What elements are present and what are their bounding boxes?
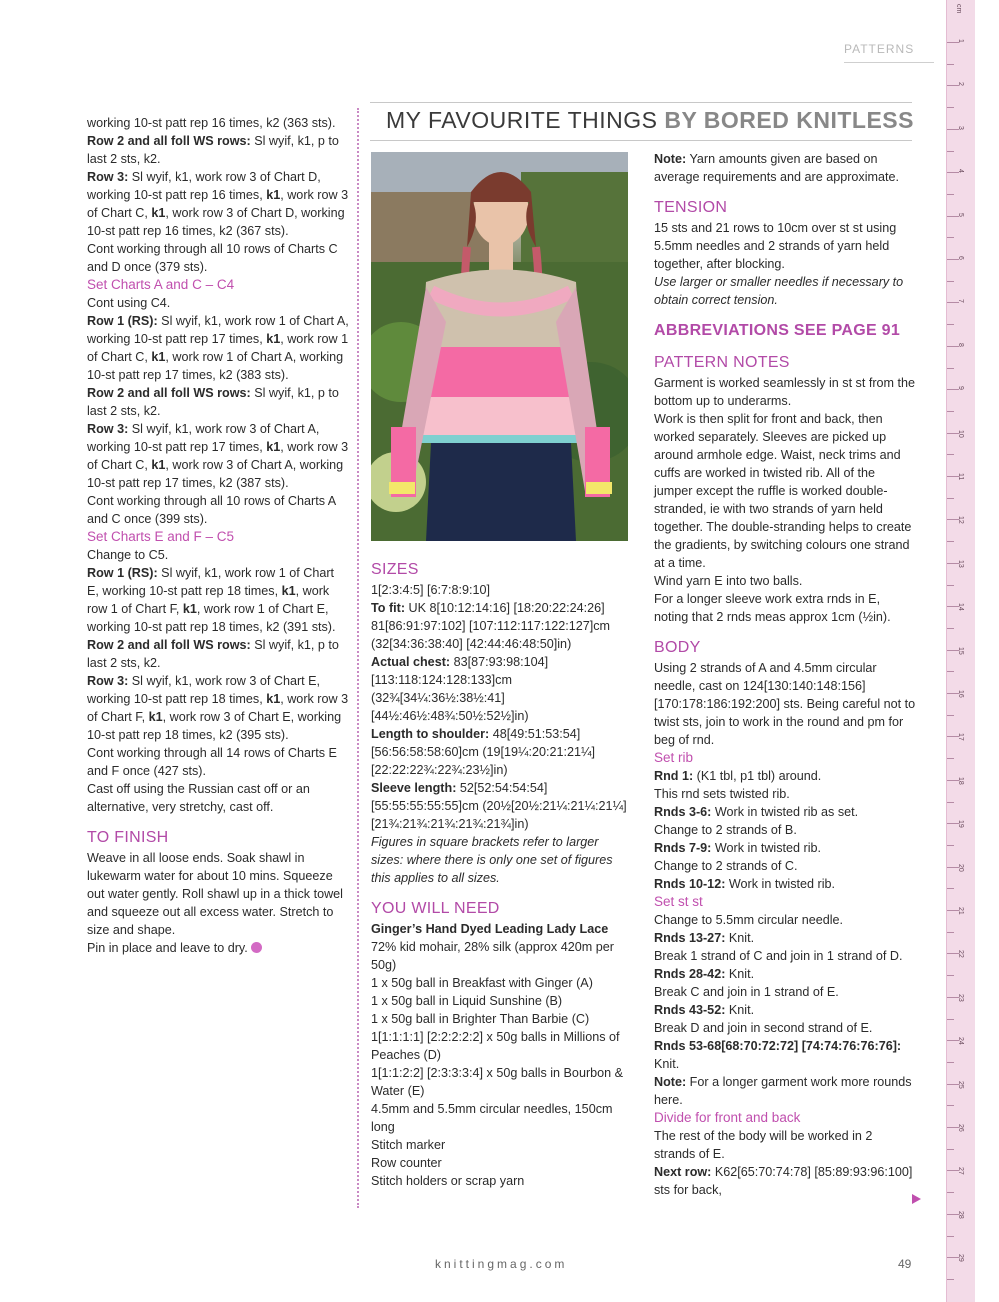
label: Row 2 and all foll WS rows:: [87, 638, 251, 652]
text: Sl wyif, k1, work row 1 of Chart E, working 10-st patt rep 18 times,: [87, 566, 335, 598]
para: [371, 1064, 633, 1100]
para: [654, 1127, 916, 1163]
text: K62[65:70:74:78] [85:89:93:96:100] sts for back,: [654, 1165, 913, 1197]
text: Sl wyif, k1, p to last 2 sts, k2.: [87, 638, 339, 670]
label: Row 3:: [87, 170, 129, 184]
subheading: Divide for front and back: [654, 1110, 801, 1125]
ruler-tick: [947, 1279, 954, 1280]
ruler-tick: [947, 237, 954, 238]
para: [87, 744, 349, 780]
para: [371, 1028, 633, 1064]
para: [87, 939, 349, 957]
heading-you-will-need: YOU WILL NEED: [371, 900, 500, 917]
ruler-number: 23: [957, 993, 964, 1002]
ruler-number: 17: [957, 733, 964, 742]
text: Work in twisted rib as set.: [711, 805, 859, 819]
ruler-number: 10: [957, 429, 964, 438]
label: Note:: [654, 152, 687, 166]
label: Sleeve length:: [371, 781, 457, 795]
ruler-number: 4: [957, 169, 964, 174]
para: [371, 725, 633, 779]
label: k1: [151, 458, 166, 472]
para: [654, 839, 916, 857]
label: Rnd 1:: [654, 769, 694, 783]
text: Work in twisted rib.: [711, 841, 822, 855]
para: [87, 312, 349, 384]
ruler-tick: [947, 281, 954, 282]
text: 52[52:54:54:54] [55:55:55:55:55]cm (20½[20½:21¼:21¼:21¼] [21¾:21¾:21¾:21¾:21¾]in): [371, 781, 627, 831]
label: Actual chest:: [371, 655, 451, 669]
subheading: Set rib: [654, 750, 694, 765]
para: [654, 150, 916, 186]
ruler-number: 9: [957, 386, 964, 391]
ruler-tick: [947, 845, 954, 846]
text: 72% kid mohair, 28% silk (approx 420m per 50g): [371, 940, 614, 972]
para: [371, 581, 633, 599]
ruler-number: 7: [957, 299, 964, 304]
text: Pin in place and leave to dry.: [87, 941, 248, 955]
text: 1[1:1:1:1] [2:2:2:2:2] x 50g balls in Millions of Peaches (D): [371, 1030, 620, 1062]
ruler-tick: [947, 64, 954, 65]
text: For a longer sleeve work extra rnds in E, noting that 2 rnds meas approx 1cm (½in).: [654, 592, 891, 624]
ruler-tick: [947, 107, 954, 108]
heading-body: BODY: [654, 639, 701, 656]
para: Use larger or smaller needles if necessary to obtain correct tension.: [654, 275, 904, 307]
label: Rnds 53-68[68:70:72:72] [74:74:76:76:76]:: [654, 1039, 902, 1053]
ruler-tick: [947, 411, 954, 412]
ruler-tick: [947, 888, 954, 889]
text: 15 sts and 21 rows to 10cm over st st using 5.5mm needles and 2 strands of yarn held together, after blocking.: [654, 221, 897, 271]
ruler-tick: [947, 671, 954, 672]
para: [654, 965, 916, 983]
ruler-tick: [947, 454, 954, 455]
label: Next row:: [654, 1165, 712, 1179]
ruler-number: 15: [957, 646, 964, 655]
page-title: [370, 102, 912, 141]
text: Cont working through all 10 rows of Charts C and D once (379 sts).: [87, 242, 338, 274]
para: [87, 114, 349, 132]
para: [371, 1010, 633, 1028]
ruler-number: 3: [957, 125, 964, 130]
label: Row 2 and all foll WS rows:: [87, 386, 251, 400]
text: Knit.: [725, 1003, 755, 1017]
section-tag: PATTERNS: [844, 42, 934, 63]
text: , work row 1 of Chart F,: [87, 584, 330, 616]
text: , work row 1 of Chart C,: [87, 332, 349, 364]
ruler-number: 2: [957, 82, 964, 87]
text: Stitch marker: [371, 1138, 446, 1152]
ruler-tick: [947, 194, 954, 195]
ruler-tick: [947, 324, 954, 325]
ruler-tick: [947, 1149, 954, 1150]
label: k1: [266, 188, 281, 202]
text: Change to 2 strands of B.: [654, 823, 797, 837]
ruler-tick: [947, 1019, 954, 1020]
ruler-number: 6: [957, 256, 964, 260]
text: , work row 3 of Chart C,: [87, 188, 349, 220]
para: [371, 1100, 633, 1136]
text: Work is then split for front and back, then worked separately. Sleeves are picked up around armhole edge. Waist, neck trims and cuffs are worked in twisted rib. All of the jumper except the ruffle is worked double-stranded, ie with two strands of yarn held together. The double-stranding helps to create the gradients, by switching colours one strand at a time.: [654, 412, 912, 570]
para: [371, 974, 633, 992]
text: Knit.: [654, 1057, 680, 1071]
text: working 10-st patt rep 16 times, k2 (363 sts).: [87, 116, 336, 130]
para: [654, 659, 916, 749]
ruler-number: 12: [957, 516, 964, 525]
label: Row 1 (RS):: [87, 566, 158, 580]
text: 4.5mm and 5.5mm circular needles, 150cm long: [371, 1102, 613, 1134]
page-number: 49: [898, 1257, 912, 1271]
ruler-unit-label: cm: [955, 4, 962, 14]
para: [87, 132, 349, 168]
ruler-tick: [947, 368, 954, 369]
text: Yarn amounts given are based on average requirements and are approximate.: [654, 152, 900, 184]
ruler-number: 26: [957, 1124, 964, 1132]
label: k1: [266, 440, 281, 454]
text: , work row 3 of Chart C,: [87, 440, 349, 472]
text: Cont working through all 10 rows of Charts A and C once (399 sts).: [87, 494, 336, 526]
label: Rnds 43-52:: [654, 1003, 726, 1017]
ruler-number: 8: [957, 342, 964, 347]
ruler-tick: [947, 151, 954, 152]
footer-url: knittingmag.com: [435, 1257, 568, 1271]
para: [87, 420, 349, 492]
para: [371, 1136, 633, 1154]
label: Length to shoulder:: [371, 727, 490, 741]
ruler-number: 20: [957, 863, 964, 872]
ruler-tick: [947, 802, 954, 803]
subheading: Set Charts E and F – C5: [87, 529, 235, 544]
para: [654, 803, 916, 821]
ruler-tick: [947, 1236, 954, 1237]
text: , work row 1 of Chart E, working 10-st patt rep 18 times, k2 (391 sts).: [87, 602, 336, 634]
ruler-tick: [947, 498, 954, 499]
title-designer: BY BORED KNITLESS: [664, 107, 914, 133]
column-left: [87, 114, 349, 957]
text: Weave in all loose ends. Soak shawl in lukewarm water for about 10 mins. Squeeze out water gently. Roll shawl up in a thick towel and squeeze out all excess water. Stretch to size and shape.: [87, 851, 343, 937]
label: Rnds 28-42:: [654, 967, 726, 981]
ruler-number: 24: [957, 1037, 964, 1045]
ruler: [946, 0, 975, 1302]
label: Row 2 and all foll WS rows:: [87, 134, 251, 148]
para: [654, 1001, 916, 1019]
text: For a longer garment work more rounds here.: [654, 1075, 912, 1107]
text: Sl wyif, k1, work row 3 of Chart D, working 10-st patt rep 16 times,: [87, 170, 321, 202]
para: [87, 492, 349, 528]
text: (K1 tbl, p1 tbl) around.: [693, 769, 822, 783]
para: [371, 653, 633, 725]
text: , work row 3 of Chart E, working 10-st patt rep 18 times, k2 (395 sts).: [87, 710, 342, 742]
para: [87, 384, 349, 420]
para: [371, 1154, 633, 1172]
text: This rnd sets twisted rib.: [654, 787, 790, 801]
para: [654, 572, 916, 590]
para: [371, 938, 633, 974]
ruler-number: 19: [957, 820, 964, 828]
ruler-number: 25: [957, 1080, 964, 1089]
ruler-tick: [947, 975, 954, 976]
text: 48[49:51:53:54] [56:56:58:58:60]cm (19[19¼:20:21:21¼] [22:22:22¾:22¾:23½]in): [371, 727, 596, 777]
para: [654, 1019, 916, 1037]
text: Knit.: [725, 931, 755, 945]
label: k1: [151, 350, 166, 364]
text: 1 x 50g ball in Breakfast with Ginger (A): [371, 976, 593, 990]
heading-to-finish: TO FINISH: [87, 829, 169, 846]
para: [654, 929, 916, 947]
ruler-tick: [947, 932, 954, 933]
text: 1 x 50g ball in Liquid Sunshine (B): [371, 994, 563, 1008]
para: [87, 240, 349, 276]
para: [654, 785, 916, 803]
label: Rnds 7-9:: [654, 841, 712, 855]
text: 83[87:93:98:104] [113:118:124:128:133]cm (32¾[34¼:36½:38½:41] [44½:46½:48¾:50½:52½]in): [371, 655, 549, 723]
para: [371, 992, 633, 1010]
photo-illustration: [371, 152, 628, 541]
para: [87, 294, 349, 312]
ruler-tick: [947, 1105, 954, 1106]
label: Note:: [654, 1075, 687, 1089]
text: Change to 2 strands of C.: [654, 859, 798, 873]
text: Sl wyif, k1, p to last 2 sts, k2.: [87, 386, 339, 418]
ruler-number: 16: [957, 690, 964, 698]
text: Wind yarn E into two balls.: [654, 574, 803, 588]
text: Cont using C4.: [87, 296, 171, 310]
para: [371, 779, 633, 833]
text: The rest of the body will be worked in 2 strands of E.: [654, 1129, 873, 1161]
para: [87, 546, 349, 564]
ruler-tick: [947, 715, 954, 716]
text: Stitch holders or scrap yarn: [371, 1174, 525, 1188]
ruler-number: 5: [957, 212, 964, 217]
model-photo: [371, 152, 628, 541]
text: , work row 3 of Chart F,: [87, 692, 349, 724]
text: , work row 1 of Chart A, working 10-st patt rep 17 times, k2 (383 sts).: [87, 350, 344, 382]
text: Knit.: [725, 967, 755, 981]
text: Sl wyif, k1, work row 3 of Chart E, working 10-st patt rep 18 times,: [87, 674, 321, 706]
text: Break D and join in second strand of E.: [654, 1021, 873, 1035]
para: [654, 410, 916, 572]
ruler-number: 13: [957, 559, 964, 568]
label: Rnds 3-6:: [654, 805, 712, 819]
ruler-number: 27: [957, 1167, 964, 1176]
text: Garment is worked seamlessly in st st from the bottom up to underarms.: [654, 376, 916, 408]
yarn-ball-icon: [251, 942, 262, 953]
ruler-number: 1: [957, 39, 964, 43]
text: 1[1:1:2:2] [2:3:3:3:4] x 50g balls in Bourbon & Water (E): [371, 1066, 624, 1098]
para: [371, 1172, 633, 1190]
text: Cast off using the Russian cast off or an alternative, very stretchy, cast off.: [87, 782, 310, 814]
ruler-tick: [947, 541, 954, 542]
ruler-number: 11: [957, 473, 964, 481]
para: [87, 636, 349, 672]
text: Work in twisted rib.: [725, 877, 836, 891]
ruler-number: 22: [957, 950, 964, 959]
title-main: MY FAVOURITE THINGS: [386, 107, 658, 133]
label: Rnds 10-12:: [654, 877, 726, 891]
text: Cont working through all 14 rows of Charts E and F once (427 sts).: [87, 746, 337, 778]
text: Break 1 strand of C and join in 1 strand of D.: [654, 949, 903, 963]
ruler-number: 18: [957, 776, 964, 785]
para: [654, 374, 916, 410]
para: [87, 564, 349, 636]
para: [87, 672, 349, 744]
column-divider: [357, 108, 359, 1208]
heading-sizes: SIZES: [371, 561, 419, 578]
ruler-number: 14: [957, 603, 964, 611]
label: k1: [266, 332, 281, 346]
para: [654, 911, 916, 929]
ruler-number: 29: [957, 1254, 964, 1262]
para: [654, 875, 916, 893]
label: Row 3:: [87, 674, 129, 688]
heading-pattern-notes: PATTERN NOTES: [654, 354, 790, 371]
text: UK 8[10:12:14:16] [18:20:22:24:26] 81[86:91:97:102] [107:112:117:122:127]cm (32[34:36:38:40] [42:44:46:48:50]in): [371, 601, 611, 651]
para: [654, 983, 916, 1001]
label: k1: [151, 206, 166, 220]
label: Row 3:: [87, 422, 129, 436]
text: , work row 3 of Chart D, working 10-st patt rep 16 times, k2 (367 sts).: [87, 206, 345, 238]
subheading: Set Charts A and C – C4: [87, 277, 235, 292]
subheading: Set st st: [654, 894, 703, 909]
para: [87, 849, 349, 939]
text: Sl wyif, k1, work row 3 of Chart A, working 10-st patt rep 17 times,: [87, 422, 320, 454]
column-middle: [371, 560, 633, 1190]
label: Rnds 13-27:: [654, 931, 726, 945]
text: , work row 3 of Chart A, working 10-st patt rep 17 times, k2 (387 sts).: [87, 458, 344, 490]
text: Break C and join in 1 strand of E.: [654, 985, 839, 999]
label: k1: [182, 602, 197, 616]
para: [654, 590, 916, 626]
heading-abbreviations: ABBREVIATIONS SEE PAGE 91: [654, 322, 901, 339]
text: Using 2 strands of A and 4.5mm circular needle, cast on 124[130:140:148:156] [170:178:186:192:200] sts. Being careful not to twist sts, join to work in the round and pm for beg of rnd.: [654, 661, 916, 747]
text: Row counter: [371, 1156, 442, 1170]
para: [654, 767, 916, 785]
para: [654, 1037, 916, 1073]
text: Change to 5.5mm circular needle.: [654, 913, 844, 927]
text: 1 x 50g ball in Brighter Than Barbie (C): [371, 1012, 590, 1026]
text: Change to C5.: [87, 548, 169, 562]
para: [654, 947, 916, 965]
continue-arrow-icon: [912, 1194, 921, 1204]
ruler-tick: [947, 758, 954, 759]
label: k1: [281, 584, 296, 598]
column-right: [654, 150, 916, 1199]
heading-tension: TENSION: [654, 199, 728, 216]
ruler-tick: [947, 1062, 954, 1063]
para: [87, 168, 349, 240]
label: To fit:: [371, 601, 406, 615]
para: [654, 1163, 916, 1199]
text: Sl wyif, k1, work row 1 of Chart A, working 10-st patt rep 17 times,: [87, 314, 349, 346]
ruler-tick: [947, 628, 954, 629]
yarn-name: Ginger’s Hand Dyed Leading Lady Lace: [371, 922, 609, 936]
para: [654, 857, 916, 875]
ruler-tick: [947, 1192, 954, 1193]
para: [654, 821, 916, 839]
ruler-tick: [947, 585, 954, 586]
para: [654, 1073, 916, 1109]
para: [87, 780, 349, 816]
ruler-number: 21: [957, 907, 964, 915]
para: Figures in square brackets refer to larger sizes: where there is only one set of figures this applies to all sizes.: [371, 835, 613, 885]
label: k1: [266, 692, 281, 706]
para: [654, 219, 916, 273]
text: 1[2:3:4:5] [6:7:8:9:10]: [371, 583, 491, 597]
para: [371, 599, 633, 653]
text: Sl wyif, k1, p to last 2 sts, k2.: [87, 134, 339, 166]
ruler-number: 28: [957, 1210, 964, 1219]
label: k1: [148, 710, 163, 724]
label: Row 1 (RS):: [87, 314, 158, 328]
